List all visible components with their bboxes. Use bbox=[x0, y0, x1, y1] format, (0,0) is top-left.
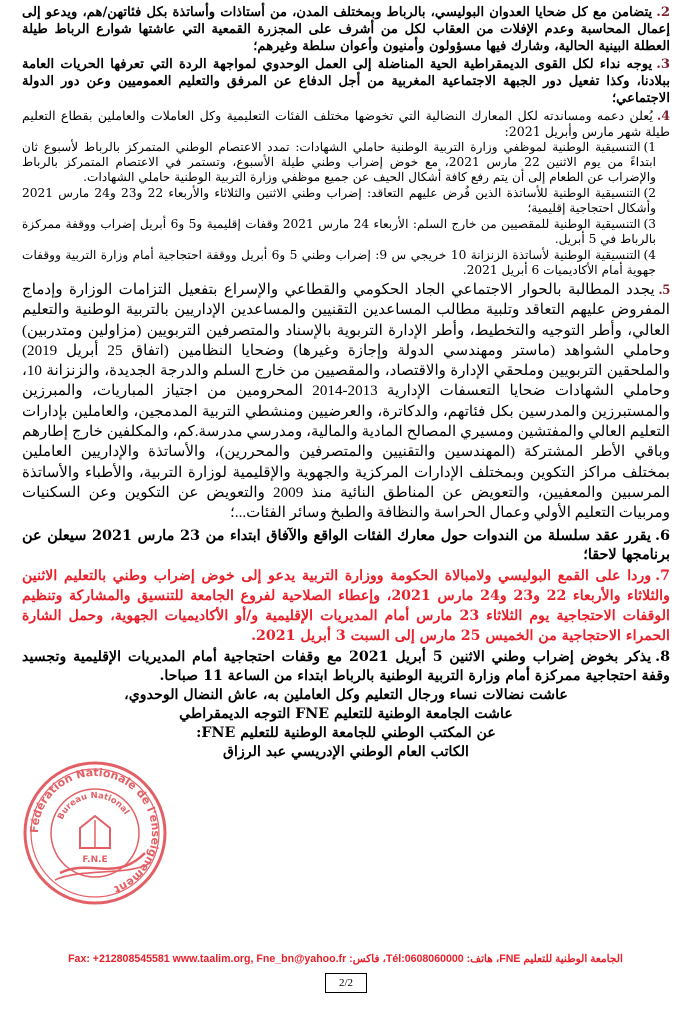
closing-slogan: عاشت نضالات نساء ورجال التعليم وكل العاملين به، عاش النضال الوحدوي، bbox=[124, 686, 568, 703]
item-5 bbox=[22, 280, 670, 524]
item-number: 3. bbox=[656, 57, 670, 72]
sub-item-number: 4) bbox=[643, 248, 657, 262]
sub-item-text: التنسيقية الوطنية لأساتذة الزنزانة 10 خريجي س 9: إضراب وطني 5 و6 أبريل ووقفة احتجاجية أمام وزارة التربية ووقفات جهوية أمام الأكاديميات 6 أبريل 2021. bbox=[22, 248, 656, 277]
item-number: 8. bbox=[655, 648, 670, 665]
sub-item-number: 2) bbox=[643, 186, 656, 200]
footer-contact: الجامعة الوطنية للتعليم FNE، هاتف: Tél:0608060000، فاكس: Fax: +212808545581 www.taalim.org, Fne_bn@yahoo.fr bbox=[68, 953, 623, 965]
item-text: يقرر عقد سلسلة من الندوات حول معارك الفئات الواقع والآفاق ابتداء من 23 مارس 2021 سيعلن عن برنامجها لاحقا؛ bbox=[22, 526, 670, 563]
page-number: 2/2 bbox=[325, 973, 367, 993]
item-6 bbox=[22, 526, 670, 564]
item-8 bbox=[22, 648, 670, 686]
item-number: 5. bbox=[658, 282, 670, 298]
sub-item-number: 1) bbox=[643, 140, 656, 154]
sub-item-4 bbox=[22, 248, 656, 278]
item-3 bbox=[22, 56, 670, 107]
sub-item-text: التنسيقية الوطنية للمقصيين من خارج السلم: الأربعاء 24 مارس 2021 وقفات إقليمية و5 و6 أبريل إضراب ووقفة ممركزة بالرباط في 5 أبريل. bbox=[22, 217, 656, 246]
sub-item-1 bbox=[22, 140, 656, 185]
sub-item-number: 3) bbox=[643, 217, 656, 231]
item-text: يُعلن دعمه ومساندته لكل المعارك النضالية التي تخوضها مختلف الفئات التعليمية وكل العاملات والعاملين بقطاع التعليم طيلة شهر مارس وأبريل 2021: bbox=[22, 108, 670, 139]
stamp-outer-text: Fédération Nationale de l'enseignement bbox=[27, 765, 163, 897]
closing-slogan-fne: عاشت الجامعة الوطنية للتعليم FNE التوجه الديمقراطي bbox=[179, 705, 513, 722]
item-text: يتضامن مع كل ضحايا العدوان البوليسي، بالرباط وبمختلف المدن، من أستاذات وأساتذة بكل فئاتهن/هم، ويدعو إلى إعمال المحاسبة وعدم الإفلات من العقاب لكل من أشرف على المجزرة القمعية التي عاشتها شوارع الرباط طيلة العطلة البينية الحالية، وشارك فيها مسؤولون وأمنيون وأعوان سلطة وغيرهم؛ bbox=[22, 5, 670, 54]
sub-item-2 bbox=[22, 186, 656, 216]
item-text: وردا على القمع البوليسي ولامبالاة الحكومة ووزارة التربية يدعو إلى خوض إضراب وطني بالتعليم الاثنين والثلاثاء والأربعاء 22 و23 و24 مارس 2021، وإعطاء الصلاحية لفروع الجامعة للتنسيق والمشاركة وتنظيم الوقفات الاحتجاجية يوم الثلاثاء 23 مارس أمام المديريات الإقليمية و/أو الأكاديميات الجهوية، وحمل الشارة الحمراء الاحتجاجية من الخميس 25 مارس إلى السبت 3 أبريل 2021. bbox=[22, 567, 670, 644]
sub-item-3 bbox=[22, 217, 656, 247]
item-2 bbox=[22, 4, 670, 55]
item-number: 4. bbox=[656, 108, 670, 123]
item-number: 2. bbox=[656, 5, 670, 20]
sub-item-text: التنسيقية الوطنية لموظفي وزارة التربية الوطنية حاملي الشهادات: تمدد الاعتصام الوطني المتمركز بالرباط لأسبوع ثان ابتداءً من يوم الاثنين 22 مارس 2021، مع خوض إضراب وطني طيلة الأسبوع، وتستمر في الاعتصام المتمركز بالرباط والإضراب عن الطعام إلى أن يتم رفع كافة أشكال الحيف عن جميع موظفي وزارة التربية الوطنية حاملي الشهادات. bbox=[22, 140, 656, 184]
signatory-name: الكاتب العام الوطني الإدريسي عبد الرزاق bbox=[223, 743, 469, 760]
item-number: 6. bbox=[654, 526, 671, 544]
item-text: يذكر بخوض إضراب وطني الاثنين 5 أبريل 2021 مع وقفات احتجاجية أمام المديريات الإقليمية وتجسيد وقفة احتجاجية ممركزة أمام وزارة التربية الوطنية بالرباط ابتداء من الساعة 11 صباحا. bbox=[22, 648, 670, 684]
stamp-center-text: F.N.E bbox=[82, 855, 108, 865]
item-text: يوجه نداء لكل القوى الديمقراطية الحية المناضلة إلى العمل الوحدوي لمواجهة الردة التي تعرفها الحريات العامة ببلادنا، وكذا تفعيل دور الجبهة الاجتماعية المغربية من أجل الدفاع عن المرفق والتعليم العموميين وعن دور الدولة الاجتماعي؛ bbox=[22, 57, 670, 106]
stamp-inner-text: Bureau National bbox=[56, 790, 131, 822]
signatory-office: عن المكتب الوطني للجامعة الوطنية للتعليم FNE: bbox=[196, 724, 496, 741]
sub-item-text: التنسيقية الوطنية للأساتذة الذين فُرض عليهم التعاقد: إضراب وطني الاثنين والثلاثاء والأربعاء 22 و23 و24 مارس 2021 وأشكال احتجاجية إقليمية؛ bbox=[22, 186, 656, 215]
document-page bbox=[22, 4, 670, 1020]
item-number: 7. bbox=[655, 567, 670, 584]
item-4 bbox=[22, 108, 670, 140]
item-text: يجدد المطالبة بالحوار الاجتماعي الجاد الحكومي والقطاعي والإسراع بتفعيل التزامات الوزارة وإدماج المفروض عليهم التعاقد وتلبية مطالب المساعدين التقنيين والمساعدين الإداريين بالتربية الوطنية والتعليم العالي، وأطر التوجيه والتخطيط، وأطر الإدارة التربوية بالإسناد والمتصرفين التربويين (مزاولين ومتدربين) وحاملي الشواهد (ماستر ومهندسي الدولة وإجازة وغيرها) وضحايا النظامين (اتفاق 25 أبريل 2019) والملحقين التربويين وملحقي الإدارة والاقتصاد، والمقصيين من خارج السلم والدرجة الجديدة، والزنزانة 10، وحاملي الشهادات ضحايا التعسفات الإدارية 2013-2014 المحرومين من اجتياز المباريات، والمبرزين والمستبرزين والمدرسين بكل فئاتهم، والدكاترة، والعرضيين ومنشطي التربية المدمجين، والعاملين بإدارات التعليم العالي والمفتشين ومسيري المصالح المادية والمالية، ومدرسي مدرسة.كم، والمكلفين خارج إطارهم وباقي الأطر المشتركة (المهندسين والتقنيين والمتصرفين والمحررين)، والأساتذة والإداريين العاملين بمختلف مراكز التكوين وبمختلف الإدارات المركزية والجهوية والإقليمية لوزارة التربية، والأطباء والأساتذة المرسبين والمعفيين، والتعويض عن المناطق النائية منذ 2009 والتعويض عن التكوين وعن السكنيات ومربيات التعليم الأولي وعمال الحراسة والنظافة والطبخ وسائر الفئات...؛ bbox=[22, 282, 671, 522]
item-7 bbox=[22, 566, 670, 646]
